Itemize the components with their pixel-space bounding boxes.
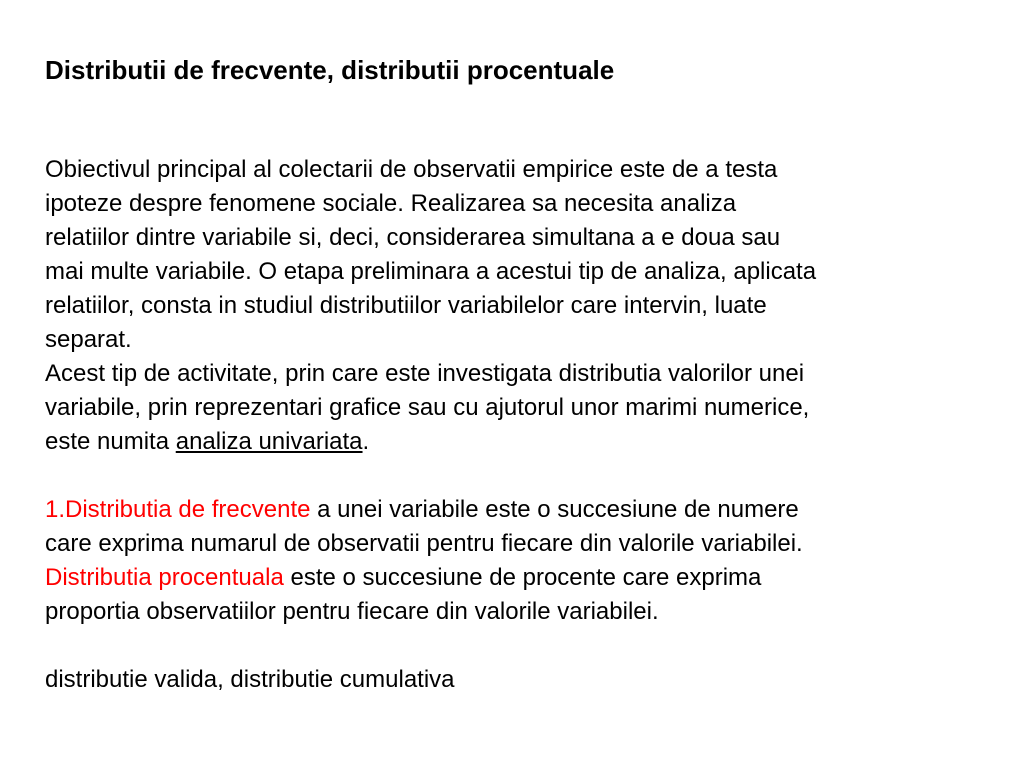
text-line: ipoteze despre fenomene sociale. Realizarea sa necesita analiza (45, 190, 737, 217)
text-fragment: este o succesiune de procente care exprima (283, 564, 762, 591)
univariate-analysis-term: analiza univariata (175, 428, 363, 455)
text-line: separat. (45, 326, 132, 353)
text-line: relatiilor dintre variabile si, deci, considerarea simultana a e doua sau (45, 224, 781, 251)
spacer (45, 459, 1005, 493)
text-fragment: este numita (45, 428, 176, 455)
text-line: variabile, prin reprezentari grafice sau cu ajutorul unor marimi numerice, (45, 394, 810, 421)
paragraph-objective (45, 153, 1005, 357)
text-line: distributie valida, distributie cumulativa (45, 666, 455, 693)
frequency-distribution-term: 1.Distributia de frecvente (45, 496, 311, 523)
percentage-distribution-term: Distributia procentuala (45, 564, 284, 591)
text-line: Obiectivul principal al colectarii de observatii empirice este de a testa (45, 156, 778, 183)
slide-body (45, 153, 1005, 697)
text-line (45, 493, 1005, 527)
definition-frequency (45, 493, 1005, 561)
text-line: proportia observatiilor pentru fiecare din valorile variabilei. (45, 598, 659, 625)
definition-percentage (45, 561, 1005, 629)
text-line: mai multe variabile. O etapa preliminara a acestui tip de analiza, aplicata (45, 258, 817, 285)
text-fragment: . (362, 428, 370, 455)
paragraph-univariate (45, 357, 1005, 459)
text-line: relatiilor, consta in studiul distributiilor variabilelor care intervin, luate (45, 292, 767, 319)
text-line: Acest tip de activitate, prin care este investigata distributia valorilor unei (45, 360, 805, 387)
slide-title: Distributii de frecvente, distributii procentuale (45, 55, 615, 85)
text-line (45, 561, 1005, 595)
spacer (45, 629, 1005, 663)
footer-note (45, 663, 1005, 697)
text-line: care exprima numarul de observatii pentru fiecare din valorile variabilei. (45, 530, 803, 557)
text-line (45, 425, 1005, 459)
text-fragment: a unei variabile este o succesiune de numere (310, 496, 799, 523)
